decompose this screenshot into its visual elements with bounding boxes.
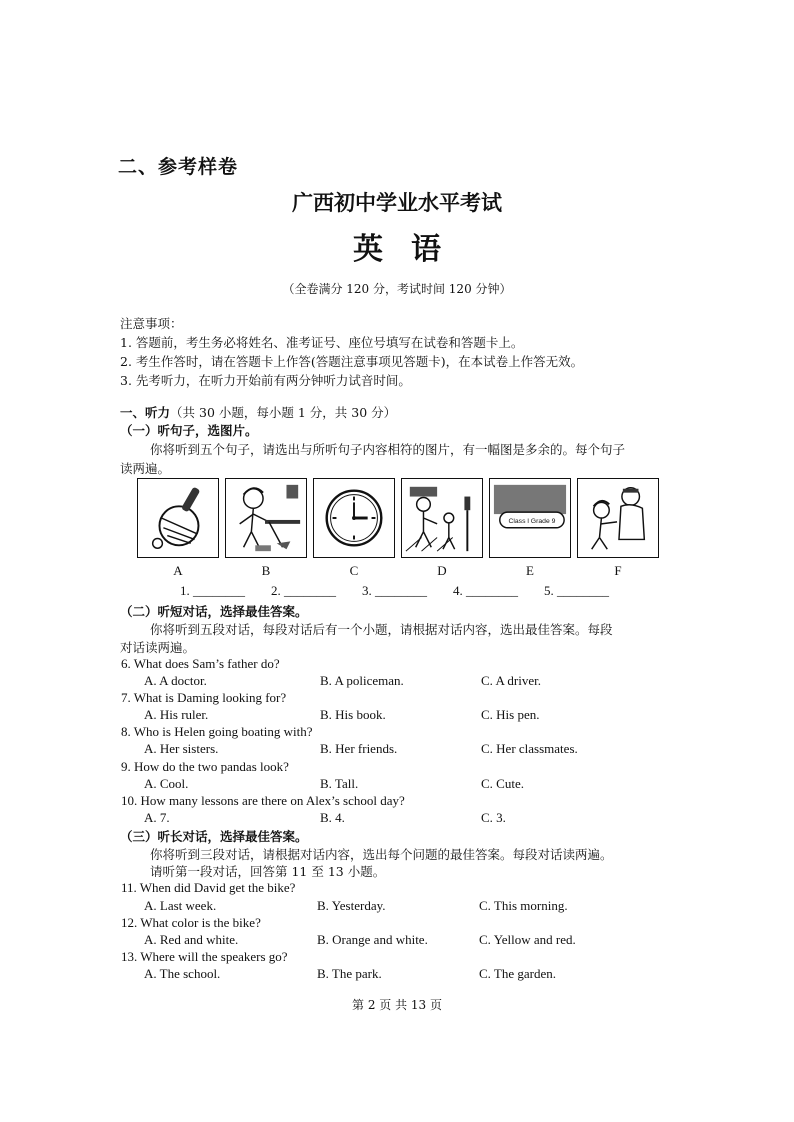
picture-b (225, 478, 307, 558)
question-10-option-b: B. 4. (320, 810, 345, 825)
exam-title: 广西初中学业水平考试 (292, 191, 502, 215)
question-11: 11. When did David get the bike? (121, 880, 296, 895)
sub3-instruction-line2: 请听第一段对话，回答第 11 至 13 小题。 (150, 864, 386, 879)
sub2-instruction-line1: 你将听到五段对话，每段对话后有一个小题，请根据对话内容，选出最佳答案。每段 (150, 622, 613, 637)
question-6-option-c: C. A driver. (481, 673, 541, 688)
sub2-instruction-line2: 对话读两遍。 (120, 640, 196, 655)
question-12-option-c: C. Yellow and red. (479, 932, 576, 947)
question-12: 12. What color is the bike? (121, 915, 261, 930)
answer-blank-1: 1. ________ (180, 583, 245, 598)
question-6-option-a: A. A doctor. (144, 673, 207, 688)
question-10: 10. How many lessons are there on Alex’s school day? (121, 793, 405, 808)
class-sign-icon (490, 479, 570, 557)
picture-d (401, 478, 483, 558)
answer-blank-3: 3. ________ (362, 583, 427, 598)
picture-c (313, 478, 395, 558)
picture-label-e: E (526, 563, 534, 578)
question-9: 9. How do the two pandas look? (121, 759, 289, 774)
question-11-option-a: A. Last week. (144, 898, 217, 913)
question-7-option-c: C. His pen. (481, 707, 540, 722)
question-11-option-b: B. Yesterday. (317, 898, 386, 913)
picture-a (137, 478, 219, 558)
question-12-option-a: A. Red and white. (144, 932, 239, 947)
picture-label-f: F (614, 563, 622, 578)
sub2-title: （二）听短对话，选择最佳答案。 (120, 604, 308, 619)
picture-e (489, 478, 571, 558)
question-10-option-c: C. 3. (481, 810, 506, 825)
section-heading: 二、参考样卷 (118, 156, 239, 178)
answer-blank-5: 5. ________ (544, 583, 609, 598)
question-11-option-c: C. This morning. (479, 898, 568, 913)
part1-heading-detail: （共 30 小题，每小题 1 分，共 30 分） (170, 405, 397, 420)
sub1-instruction-line2: 读两遍。 (120, 461, 171, 476)
question-13-option-c: C. The garden. (479, 966, 557, 981)
sub3-title: （三）听长对话，选择最佳答案。 (120, 829, 308, 844)
score-info: （全卷满分 120 分，考试时间 120 分钟） (282, 282, 512, 296)
question-10-option-a: A. 7. (144, 810, 170, 825)
answer-blank-4: 4. ________ (453, 583, 518, 598)
ping-pong-icon (138, 479, 218, 557)
question-8-option-a: A. Her sisters. (144, 741, 219, 756)
notes-title: 注意事项： (120, 316, 183, 331)
question-12-option-b: B. Orange and white. (317, 932, 428, 947)
clock-icon (314, 479, 394, 557)
question-6: 6. What does Sam’s father do? (121, 656, 280, 671)
picture-f (577, 478, 659, 558)
question-13-option-a: A. The school. (144, 966, 221, 981)
part1-heading: 一、听力 (120, 405, 171, 420)
answer-blank-2: 2. ________ (271, 583, 336, 598)
question-7: 7. What is Daming looking for? (121, 690, 287, 705)
picture-label-a: A (173, 563, 183, 578)
class-sign-text: Class l Grade 9 (508, 517, 556, 525)
sub1-instruction-line1: 你将听到五个句子，请选出与所听句子内容相符的图片，有一幅图是多余的。每个句子 (150, 442, 626, 457)
question-13-option-b: B. The park. (317, 966, 382, 981)
subject-title: 英语 (353, 232, 469, 267)
question-6-option-b: B. A policeman. (320, 673, 404, 688)
note-item-2: 2. 考生作答时，请在答题卡上作答(答题注意事项见答题卡)，在本试卷上作答无效。 (120, 354, 584, 369)
note-item-1: 1. 答题前，考生务必将姓名、准考证号、座位号填写在试卷和答题卡上。 (120, 335, 524, 350)
question-7-option-b: B. His book. (320, 707, 386, 722)
question-7-option-a: A. His ruler. (144, 707, 209, 722)
picture-label-b: B (261, 563, 271, 578)
question-8-option-c: C. Her classmates. (481, 741, 578, 756)
part1-heading-row (120, 403, 396, 421)
question-9-option-c: C. Cute. (481, 776, 524, 791)
sub1-title: （一）听句子，选图片。 (120, 423, 258, 438)
picture-label-c: C (349, 563, 359, 578)
crossing-road-icon (402, 479, 482, 557)
question-9-option-a: A. Cool. (144, 776, 189, 791)
question-9-option-b: B. Tall. (320, 776, 359, 791)
question-8: 8. Who is Helen going boating with? (121, 724, 313, 739)
question-13: 13. Where will the speakers go? (121, 949, 288, 964)
note-item-3: 3. 先考听力，在听力开始前有两分钟听力试音时间。 (120, 373, 411, 388)
picture-label-d: D (437, 563, 447, 578)
page-footer: 第 2 页 共 13 页 (352, 998, 442, 1012)
doctor-patient-icon (578, 479, 658, 557)
boy-sweeping-icon (226, 479, 306, 557)
sub3-instruction-line1: 你将听到三段对话，请根据对话内容，选出每个问题的最佳答案。每段对话读两遍。 (150, 847, 613, 862)
question-8-option-b: B. Her friends. (320, 741, 398, 756)
